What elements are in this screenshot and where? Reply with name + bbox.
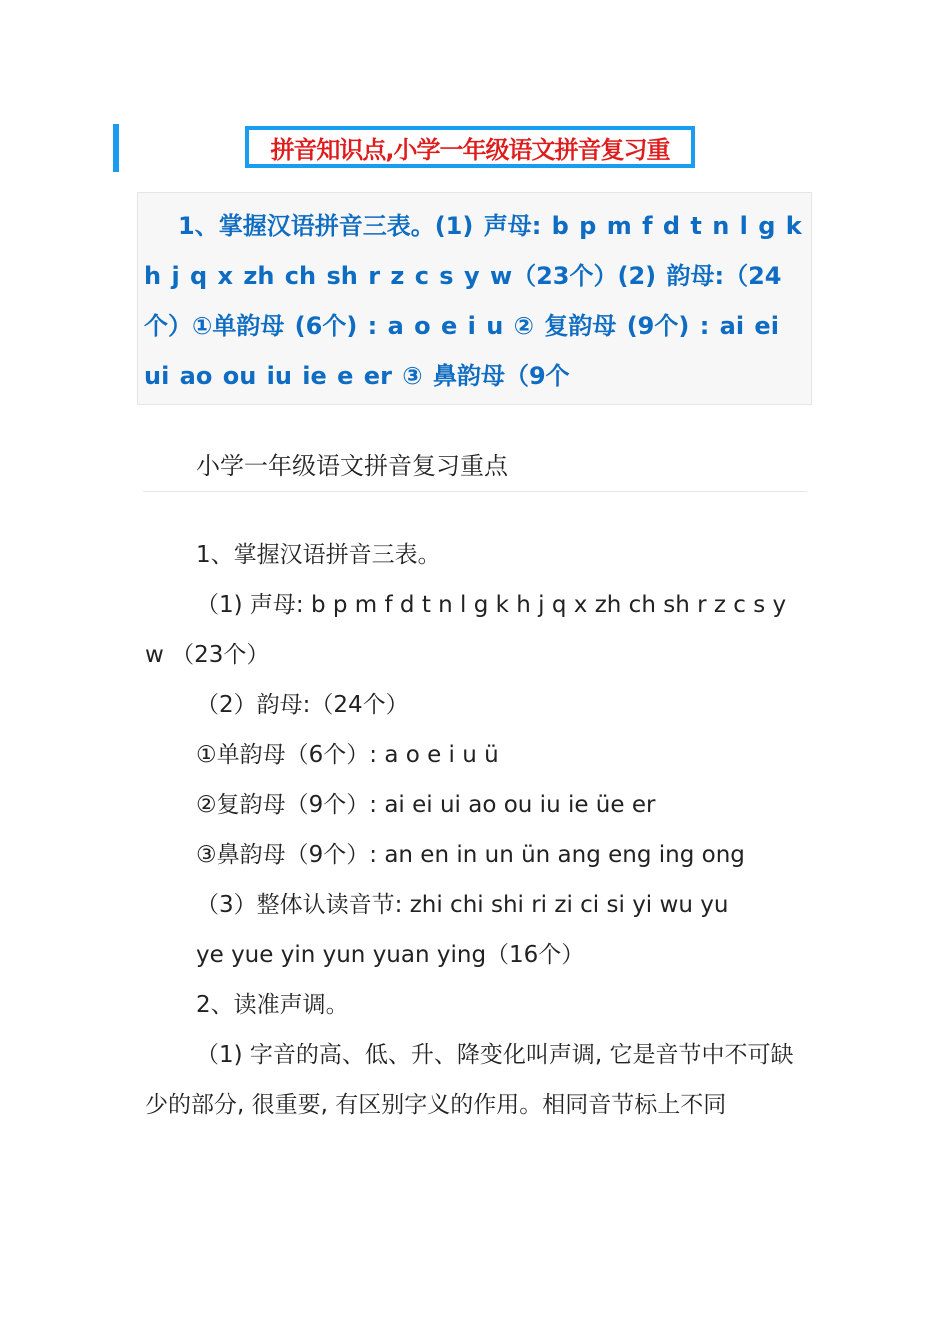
paragraph-2: （1) 声母: b p m f d t n l g k h j q x zh ch sh r z c s y w （23个） [145,592,787,668]
paragraph-3: （2）韵母:（24个） [196,692,409,718]
divider [143,491,807,492]
paragraph-6: ③鼻韵母（9个）: an en in un ün ang eng ing ong [196,842,745,868]
summary-box [137,192,812,405]
paragraph-9: 2、读准声调。 [196,992,349,1018]
title-box [245,126,695,168]
summary-text: 1、掌握汉语拼音三表。(1) 声母: b p m f d t n l g k h j q x zh ch sh r z c s y w（23个）(2) 韵母:（24个）①单韵母 (6个) : a o e i u ② 复韵母 (9个) : ai ei ui ao ou iu ie e er ③ 鼻韵母（9个 [144,212,802,390]
heading-accent-bar [113,124,119,172]
paragraph-5: ②复韵母（9个）: ai ei ui ao ou iu ie üe er [196,792,656,818]
paragraph-7: （3）整体认读音节: zhi chi shi ri zi ci si yi wu yu [196,892,729,918]
article-body [145,530,807,1130]
page-title: 拼音知识点,小学一年级语文拼音复习重 [270,135,670,164]
paragraph-1: 1、掌握汉语拼音三表。 [196,542,441,568]
paragraph-4: ①单韵母（6个）: a o e i u ü [196,742,499,768]
paragraph-8: ye yue yin yun yuan ying（16个） [196,942,585,968]
article-subtitle: 小学一年级语文拼音复习重点 [196,452,508,480]
paragraph-10: （1) 字音的高、低、升、降变化叫声调, 它是音节中不可缺少的部分, 很重要, 有区别字义的作用。相同音节标上不同 [145,1042,794,1118]
